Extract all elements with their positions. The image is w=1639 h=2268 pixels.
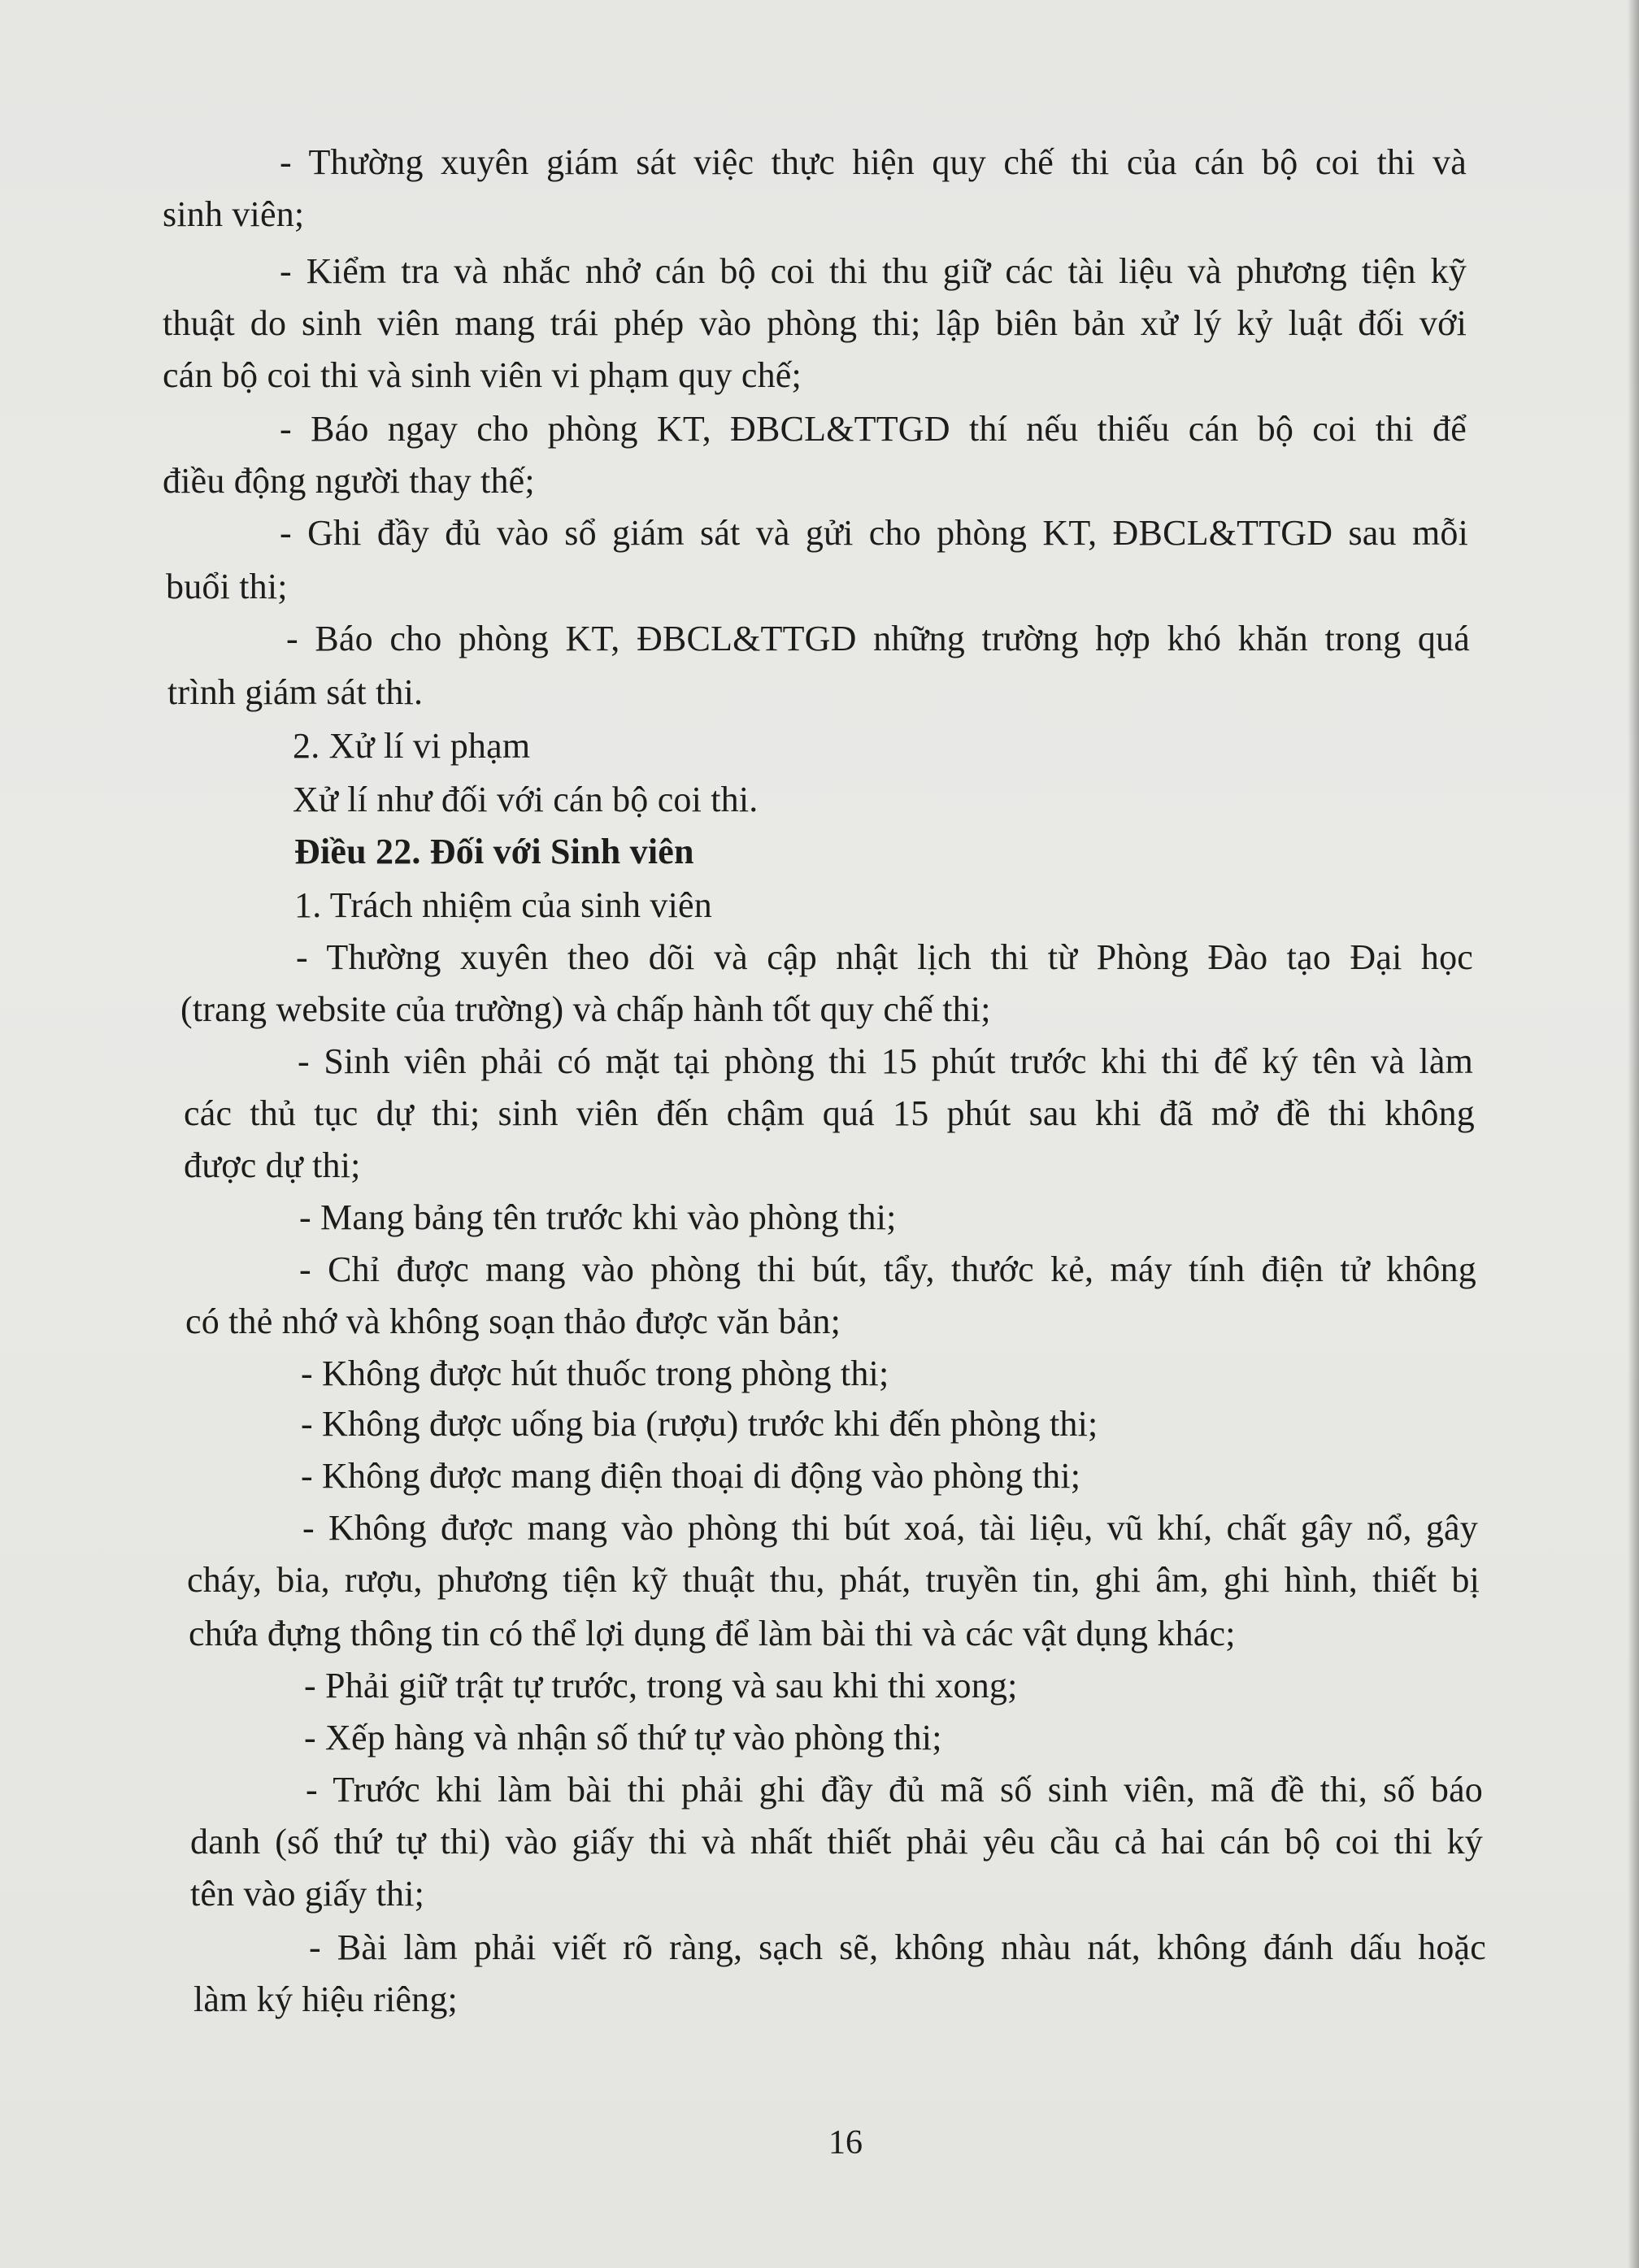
text-line: - Mang bảng tên trước khi vào phòng thi; [299,1197,897,1237]
text-line: - Phải giữ trật tự trước, trong và sau khi thi xong; [304,1666,1018,1705]
text-line: - Báo cho phòng KT, ĐBCL&TTGD những trường hợp khó khăn trong quá [286,619,1470,658]
text-line: tên vào giấy thi; [190,1874,425,1914]
text-line: - Báo ngay cho phòng KT, ĐBCL&TTGD thí nếu thiếu cán bộ coi thi để [280,409,1467,449]
text-line: Xử lí như đối với cán bộ coi thi. [293,780,759,819]
text-line: có thẻ nhớ và không soạn thảo được văn bản; [185,1301,841,1341]
text-line: - Không được mang vào phòng thi bút xoá, tài liệu, vũ khí, chất gây nổ, gây [302,1508,1478,1548]
text-line: các thủ tục dự thi; sinh viên đến chậm quá 15 phút sau khi đã mở đề thi không [184,1093,1475,1133]
text-line: - Chỉ được mang vào phòng thi bút, tẩy, thước kẻ, máy tính điện tử không [299,1249,1476,1289]
text-line: - Không được uống bia (rượu) trước khi đến phòng thi; [301,1404,1098,1444]
article-heading: Điều 22. Đối với Sinh viên [294,832,694,871]
text-line: thuật do sinh viên mang trái phép vào phòng thi; lập biên bản xử lý kỷ luật đối với [163,303,1467,343]
text-line: sinh viên; [163,194,305,234]
text-line: (trang website của trường) và chấp hành tốt quy chế thi; [180,989,991,1029]
text-line: - Trước khi làm bài thi phải ghi đầy đủ mã số sinh viên, mã đề thi, số báo [306,1770,1483,1810]
text-line: - Không được hút thuốc trong phòng thi; [301,1353,889,1393]
text-line: - Ghi đầy đủ vào sổ giám sát và gửi cho phòng KT, ĐBCL&TTGD sau mỗi [280,513,1468,553]
text-line: cán bộ coi thi và sinh viên vi phạm quy chế; [163,355,802,395]
page-edge-shadow [1628,0,1639,2268]
text-line: - Không được mang điện thoại di động vào phòng thi; [301,1456,1081,1496]
text-line: - Kiểm tra và nhắc nhở cán bộ coi thi thu giữ các tài liệu và phương tiện kỹ [280,251,1467,291]
text-line: - Sinh viên phải có mặt tại phòng thi 15 phút trước khi thi để ký tên và làm [298,1041,1473,1081]
section-heading: 2. Xử lí vi phạm [293,726,531,766]
text-line: - Thường xuyên theo dõi và cập nhật lịch thi từ Phòng Đào tạo Đại học [296,937,1473,977]
text-line: - Bài làm phải viết rõ ràng, sạch sẽ, không nhàu nát, không đánh dấu hoặc [309,1927,1486,1967]
text-line: trình giám sát thi. [167,672,424,712]
text-line: chứa đựng thông tin có thể lợi dụng để làm bài thi và các vật dụng khác; [189,1614,1236,1653]
text-line: cháy, bia, rượu, phương tiện kỹ thuật thu, phát, truyền tin, ghi âm, ghi hình, thiết bị [187,1560,1480,1600]
text-line: danh (số thứ tự thi) vào giấy thi và nhất thiết phải yêu cầu cả hai cán bộ coi thi ký [190,1822,1483,1862]
page-number: 16 [828,2124,863,2162]
text-line: - Thường xuyên giám sát việc thực hiện quy chế thi của cán bộ coi thi và [280,142,1467,182]
text-line: buổi thi; [166,567,288,606]
text-line: điều động người thay thế; [163,461,535,501]
section-heading: 1. Trách nhiệm của sinh viên [294,885,712,925]
text-line: làm ký hiệu riêng; [193,1979,458,2019]
text-line: được dự thi; [184,1145,361,1185]
text-line: - Xếp hàng và nhận số thứ tự vào phòng thi; [304,1718,942,1757]
